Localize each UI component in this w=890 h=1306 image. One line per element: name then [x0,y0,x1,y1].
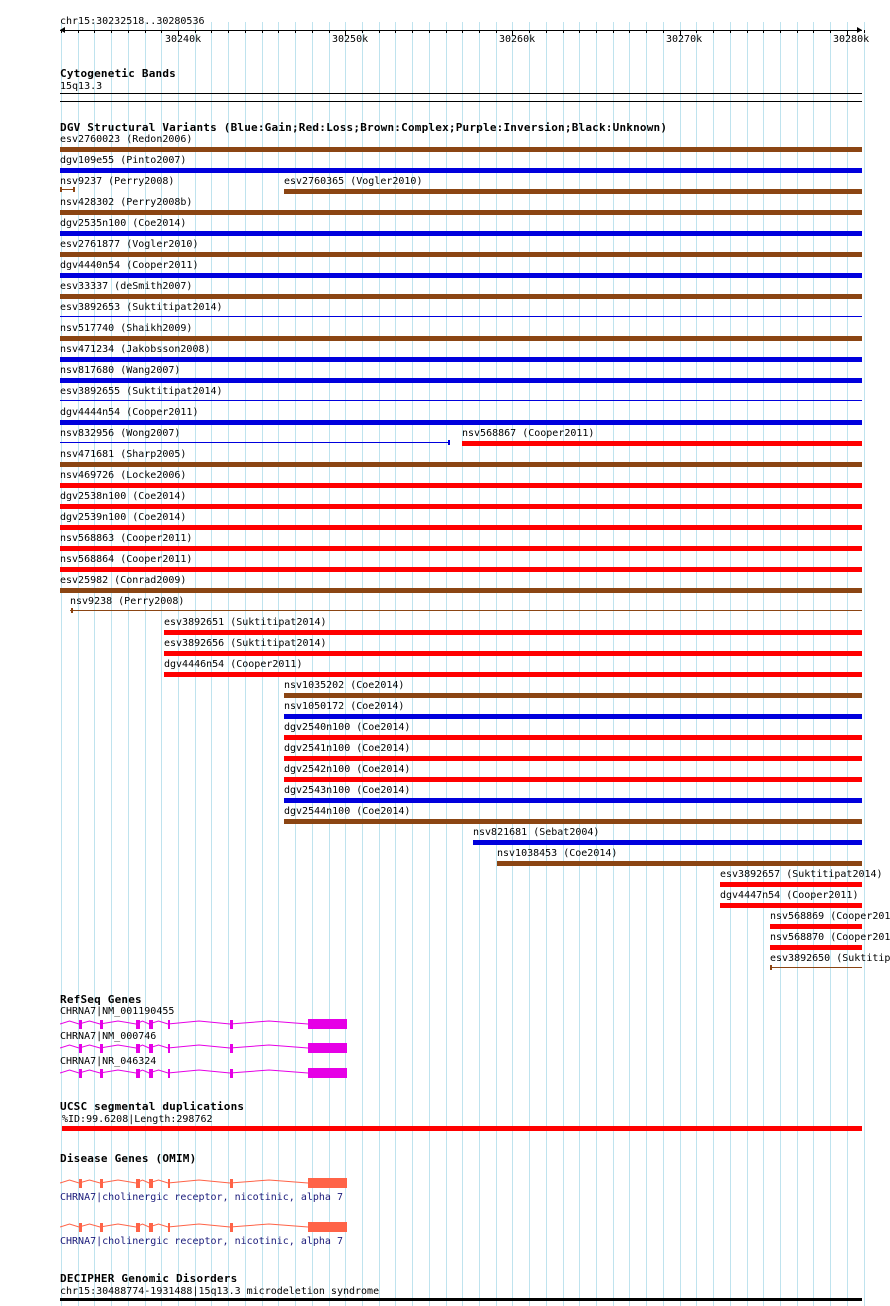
gene-intron [60,1045,308,1048]
variant-bar [60,273,862,278]
variant-label: dgv2542n100 (Coe2014) [284,764,411,775]
ruler-tick [379,30,380,33]
ruler-tick [395,30,396,33]
variant-bar [284,693,862,698]
variant-bar [60,588,862,593]
ruler-tick [864,30,865,33]
ruler-tick-label: 30270k [666,34,703,45]
variant-label: esv3892655 (Suktitipat2014) [60,386,223,397]
ruler-tick [613,30,614,33]
gene-exon [230,1020,233,1029]
variant-bar [60,357,862,362]
ruler-tick [496,30,497,33]
ruler-tick [730,30,731,33]
variant-bar [60,210,862,215]
gene-exon [136,1044,140,1053]
variant-label: esv33337 (deSmith2007) [60,281,193,292]
gene-exon [136,1020,140,1029]
ruler-axis [60,30,862,31]
variant-bar [164,630,862,635]
variant-label: nsv469726 (Locke2006) [60,470,187,481]
ruler-tick [462,30,463,33]
variant-bar [284,714,862,719]
variant-label: dgv4447n54 (Cooper2011) [720,890,859,901]
ruler-tick [312,30,313,33]
variant-label: dgv2538n100 (Coe2014) [60,491,187,502]
ruler-tick [195,30,196,33]
variant-label: nsv9238 (Perry2008) [70,596,185,607]
gene-label: CHRNA7|cholinergic receptor, nicotinic, alpha 7 [60,1236,343,1247]
gene-exon [168,1044,170,1053]
gene-intron [60,1180,308,1183]
variant-label: esv2761877 (Vogler2010) [60,239,199,250]
ruler-tick [696,30,697,33]
variant-label: dgv2539n100 (Coe2014) [60,512,187,523]
gene-exon [308,1178,347,1188]
variant-end-tick [60,187,62,192]
variant-label: esv2760023 (Redon2006) [60,134,193,145]
gene-exon [100,1020,103,1029]
gene-exon [308,1019,347,1029]
variant-label: nsv568869 (Cooper201 [770,911,890,922]
gene-exon [100,1223,103,1232]
variant-label: dgv2541n100 (Coe2014) [284,743,411,754]
gene-exon [79,1020,82,1029]
cytoband-bar-bottom [60,101,862,102]
ruler-tick [429,30,430,33]
segdup-label: %ID:99.6208|Length:298762 [62,1114,213,1125]
gene-exon [149,1069,153,1078]
ruler-tick-label: 30250k [332,34,369,45]
variant-bar [60,525,862,530]
gene-exon [149,1179,153,1188]
variant-label: dgv2540n100 (Coe2014) [284,722,411,733]
ruler-tick [797,30,798,33]
variant-label: nsv568863 (Cooper2011) [60,533,193,544]
variant-label: dgv4444n54 (Cooper2011) [60,407,199,418]
ruler-tick [128,30,129,33]
variant-label: nsv471681 (Sharp2005) [60,449,187,460]
dgv-title: DGV Structural Variants (Blue:Gain;Red:Loss;Brown:Complex;Purple:Inversion;Black:Unknown) [60,121,668,134]
gene-intron [60,1070,308,1073]
variant-label: nsv471234 (Jakobsson2008) [60,344,211,355]
ruler-tick [245,30,246,33]
ruler-tick [546,30,547,33]
ruler-tick [295,30,296,33]
variant-label: nsv568867 (Cooper2011) [462,428,595,439]
variant-bar [60,504,862,509]
ruler-tick [228,30,229,33]
variant-bar [60,168,862,173]
variant-bar [720,903,862,908]
variant-bar [60,442,448,443]
cytoband-title: Cytogenetic Bands [60,67,176,80]
ruler-tick [211,30,212,33]
variant-label: esv3892657 (Suktitipat2014) [720,869,883,880]
variant-bar [60,231,862,236]
ruler-left-arrow [60,27,65,33]
variant-bar [60,378,862,383]
ruler-tick [78,30,79,33]
variant-bar [60,316,862,317]
ruler-tick [563,30,564,33]
variant-label: dgv4446n54 (Cooper2011) [164,659,303,670]
gene-exon [168,1020,170,1029]
omim-title: Disease Genes (OMIM) [60,1152,197,1165]
gene-exon [136,1223,140,1232]
ruler-tick [646,30,647,33]
ruler-tick [629,30,630,33]
ruler-tick [362,30,363,33]
gene-intron [60,1021,308,1024]
variant-bar [70,610,862,611]
cytoband-label: 15q13.3 [60,81,103,92]
variant-label: nsv821681 (Sebat2004) [473,827,600,838]
gene-label: CHRNA7|cholinergic receptor, nicotinic, alpha 7 [60,1192,343,1203]
variant-bar [60,567,862,572]
variant-bar [60,252,862,257]
gene-exon [79,1179,82,1188]
variant-bar [284,756,862,761]
ruler-tick [278,30,279,33]
ruler-tick-label: 30280k [833,34,870,45]
variant-end-tick [448,440,450,445]
variant-bar [770,967,862,968]
variant-bar [60,189,74,190]
ruler-tick [161,30,162,33]
variant-label: dgv4440n54 (Cooper2011) [60,260,199,271]
variant-end-tick [770,965,772,970]
variant-bar [60,462,862,467]
variant-label: esv3892651 (Suktitipat2014) [164,617,327,628]
variant-label: nsv1038453 (Coe2014) [497,848,618,859]
cytoband-bar-top [60,93,862,94]
variant-label: dgv2544n100 (Coe2014) [284,806,411,817]
ruler-tick [579,30,580,33]
variant-label: nsv9237 (Perry2008) [60,176,175,187]
variant-bar [60,546,862,551]
ruler-tick [446,30,447,33]
gene-exon [149,1044,153,1053]
variant-label: nsv1035202 (Coe2014) [284,680,405,691]
decipher-bar [60,1298,862,1301]
gene-exon [100,1179,103,1188]
region-label: chr15:30232518..30280536 [60,16,205,27]
variant-label: dgv2535n100 (Coe2014) [60,218,187,229]
segdup-bar [62,1126,862,1131]
ruler-tick [412,30,413,33]
variant-label: dgv2543n100 (Coe2014) [284,785,411,796]
variant-label: esv25982 (Conrad2009) [60,575,187,586]
variant-bar [720,882,862,887]
gene-exon [79,1069,82,1078]
gene-label: CHRNA7|NM_000746 [60,1031,157,1042]
variant-label: nsv1050172 (Coe2014) [284,701,405,712]
gene-exon [149,1020,153,1029]
ruler-tick [596,30,597,33]
ruler-tick [111,30,112,33]
ruler-tick-label: 30260k [499,34,536,45]
variant-bar [284,777,862,782]
variant-label: esv3892650 (Suktitip [770,953,890,964]
ruler-tick [329,30,330,33]
variant-bar [284,819,862,824]
gene-exon [100,1069,103,1078]
gene-exon [230,1044,233,1053]
segdup-title: UCSC segmental duplications [60,1100,245,1113]
gene-label: CHRNA7|NR_046324 [60,1056,157,1067]
ruler-tick [713,30,714,33]
gene-exon [168,1069,170,1078]
variant-bar [770,945,862,950]
grid-line [864,22,865,1306]
variant-label: nsv568870 (Cooper201 [770,932,890,943]
variant-bar [473,840,862,845]
gene-exon [149,1223,153,1232]
ruler-tick [529,30,530,33]
ruler-right-arrow [857,27,862,33]
gene-label: CHRNA7|NM_001190455 [60,1006,175,1017]
gene-intron [60,1224,308,1227]
variant-bar [60,400,862,401]
variant-bar [284,189,862,194]
ruler-tick [145,30,146,33]
ruler-tick [94,30,95,33]
variant-bar [60,147,862,152]
ruler-tick-label: 30240k [165,34,202,45]
gene-exon [136,1069,140,1078]
variant-label: nsv568864 (Cooper2011) [60,554,193,565]
variant-bar [60,483,862,488]
gene-exon [230,1223,233,1232]
gene-exon [308,1222,347,1232]
gene-exon [230,1179,233,1188]
ruler-tick [763,30,764,33]
variant-bar [60,336,862,341]
variant-label: esv2760365 (Vogler2010) [284,176,423,187]
variant-label: nsv517740 (Shaikh2009) [60,323,193,334]
gene-exon [308,1043,347,1053]
gene-exon [136,1179,140,1188]
variant-bar [284,735,862,740]
gene-exon [100,1044,103,1053]
variant-bar [164,651,862,656]
variant-label: nsv428302 (Perry2008b) [60,197,193,208]
ruler-tick [479,30,480,33]
gene-exon [168,1179,170,1188]
gene-exon [230,1069,233,1078]
variant-label: nsv817680 (Wang2007) [60,365,181,376]
variant-label: nsv832956 (Wong2007) [60,428,181,439]
variant-bar [284,798,862,803]
variant-end-tick [73,187,75,192]
variant-label: esv3892653 (Suktitipat2014) [60,302,223,313]
gene-exon [168,1223,170,1232]
ruler-tick [747,30,748,33]
variant-bar [770,924,862,929]
gene-exon [308,1068,347,1078]
ruler-tick [813,30,814,33]
variant-bar [497,861,862,866]
variant-bar [462,441,862,446]
variant-bar [60,294,862,299]
variant-label: esv3892656 (Suktitipat2014) [164,638,327,649]
ruler-tick [830,30,831,33]
refseq-title: RefSeq Genes [60,993,142,1006]
ruler-tick [780,30,781,33]
ruler-tick [663,30,664,33]
gene-exon [79,1223,82,1232]
variant-bar [60,420,862,425]
decipher-title: DECIPHER Genomic Disorders [60,1272,238,1285]
ruler-tick [262,30,263,33]
gene-exon [79,1044,82,1053]
variant-end-tick [71,608,73,613]
variant-bar [164,672,862,677]
variant-label: dgv109e55 (Pinto2007) [60,155,187,166]
decipher-label: chr15:30488774-1931488|15q13.3 microdeletion syndrome [60,1286,380,1297]
